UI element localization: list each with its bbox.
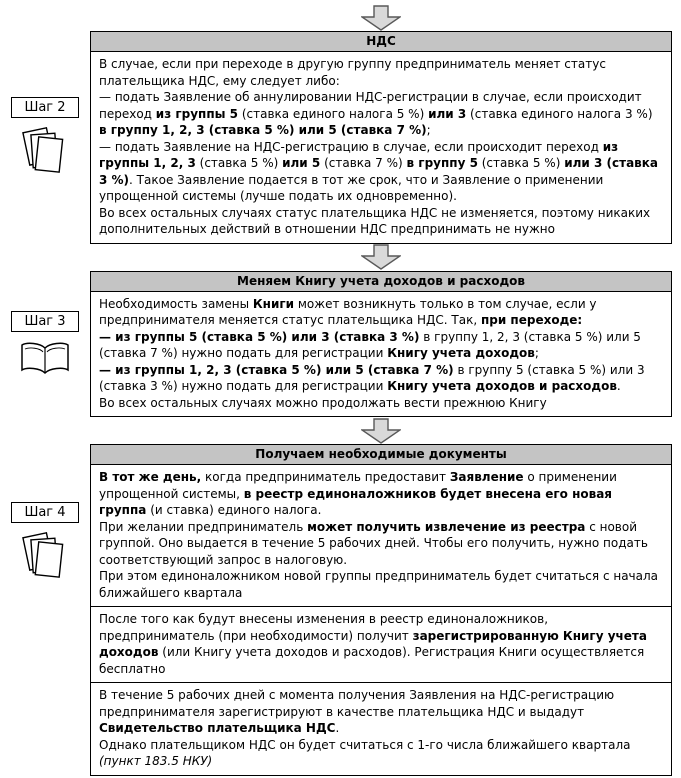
nds-section-box	[90, 31, 672, 244]
nds-section-body	[91, 52, 671, 243]
paragraph: При желании предприниматель может получить извлечение из реестра с новой группой. Оно выдается в течение 5 рабочих дней. Чтобы его получить, нужно подать соответствующий запрос в налоговую.	[99, 519, 648, 567]
stacked-documents-icon	[22, 532, 68, 582]
nds-section-title: НДС	[91, 32, 671, 52]
paragraph: Однако плательщиком НДС он будет считаться с 1-го числа ближайшего квартала (пункт 183.5 НКУ)	[99, 737, 631, 768]
step-3-label-box: Шаг 3	[11, 311, 78, 332]
book-section-title: Меняем Книгу учета доходов и расходов	[91, 272, 671, 292]
paragraph: — из группы 1, 2, 3 (ставка 5 %) или 5 (ставка 7 %) в группу 5 (ставка 5 %) или 3 (ставка 3 %) нужно подать для регистрации Книгу учета доходов и расходов.	[99, 362, 645, 393]
documents-section-block-1	[91, 465, 671, 606]
paragraph: В случае, если при переходе в другую группу предприниматель меняет статус плательщика НДС, ему следует либо:	[99, 57, 606, 88]
step-4-sidebar	[0, 444, 90, 776]
down-arrow-icon	[361, 244, 401, 270]
step-3-sidebar	[0, 271, 90, 418]
paragraph: В течение 5 рабочих дней с момента получения Заявления на НДС-регистрацию предпринимателя зарегистрируют в качестве плательщика НДС и выдадут Свидетельство плательщика НДС.	[99, 688, 615, 735]
stacked-documents-icon	[22, 127, 68, 177]
paragraph: После того как будут внесены изменения в реестр единоналожников, предприниматель (при необходимости) получит зарегистрированную Книгу учета доходов (или Книгу учета доходов и расходов). Регистрация Книги осуществляется бесплатно	[99, 612, 647, 676]
flow-arrow-row-top	[90, 4, 672, 31]
paragraph: В тот же день, когда предприниматель предоставит Заявление о применении упрощенной системы, в реестр единоналожников будет внесена его новая группа (и ставка) единого налога.	[99, 470, 617, 517]
down-arrow-icon	[361, 5, 401, 31]
documents-section-block-3	[91, 682, 671, 775]
documents-section-block-2	[91, 606, 671, 682]
step-2-label-box: Шаг 2	[11, 97, 78, 118]
step-2-row	[0, 31, 681, 244]
down-arrow-icon	[361, 418, 401, 444]
documents-section-box	[90, 444, 672, 776]
step-3-row	[0, 271, 681, 418]
paragraph: — подать Заявление на НДС-регистрацию в случае, если происходит переход из группы 1, 2, 3 (ставка 5 %) или 5 (ставка 7 %) в группу 5 (ставка 5 %) или 3 (ставка 3 %). Такое Заявление подается в тот же срок, что и Заявление о применении упрощенной системы (лучше подать их одновременно).	[99, 139, 658, 203]
step-2-sidebar	[0, 31, 90, 244]
step-4-label-box: Шаг 4	[11, 502, 78, 523]
paragraph: — из группы 5 (ставка 5 %) или 3 (ставка 3 %) в группу 1, 2, 3 (ставка 5 %) или 5 (ставка 7 %) нужно подать для регистрации Книгу учета доходов;	[99, 329, 641, 360]
paragraph: Необходимость замены Книги может возникнуть только в том случае, если у предпринимателя меняется статус плательщика НДС. Так, при переходе:	[99, 296, 597, 327]
step-4-row	[0, 444, 681, 776]
documents-section-title: Получаем необходимые документы	[91, 445, 671, 465]
paragraph: Во всех остальных случаях можно продолжать вести прежнюю Книгу	[99, 395, 547, 410]
open-book-icon	[19, 341, 71, 377]
paragraph: Во всех остальных случаях статус плательщика НДС не изменяется, поэтому никаких дополнительных действий в отношении НДС предпринимать не нужно	[99, 205, 651, 236]
paragraph: При этом единоналожником новой группы предприниматель будет считаться с начала ближайшего квартала	[99, 569, 659, 600]
book-section-body	[91, 292, 671, 417]
book-section-box	[90, 271, 672, 418]
flow-arrow-row-mid-2	[90, 417, 672, 444]
paragraph: — подать Заявление об аннулировании НДС-регистрации в случае, если происходит переход из группы 5 (ставка единого налога 5 %) или 3 (ставка единого налога 3 %) в группу 1, 2, 3 (ставка 5 %) или 5 (ставка 7 %);	[99, 90, 653, 137]
flow-arrow-row-mid-1	[90, 244, 672, 271]
